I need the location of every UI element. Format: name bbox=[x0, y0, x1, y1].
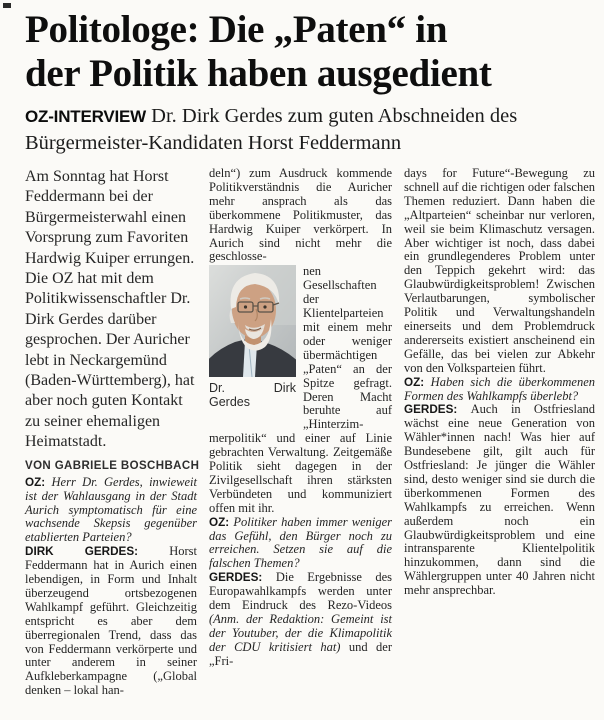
text-run: days for Future“-Bewegung zu schnell auf die richtigen oder falschen Themen reduziert. Dann haben die „Altparteien“ scheinbar nur verloren, weil sie beim Klimaschutz versagen. Aber wichtiger ist noch, dass dabei ein grundlegenderes Problem unter den Teppich gekehrt wird: das Glaubwürdigkeitsproblem! Zwischen Verlautbarungen, symbolischer Politik und Verwaltungshandeln einerseits und dem Problemdruck andererseits existiert anscheinend ein Gefälle, das bei vielen zur Abkehr von den Volksparteien führt. bbox=[404, 166, 595, 375]
text-run: Horst Feddermann hat in Aurich einen lebendigen, in Form und Inhalt überzeugend ortsbezogenen Wahlkampf geführt. Gleichzeitig entspricht es aber dem überregionalen Trend, dass das von Feddermann verkörperte und unter anderem in seiner Aufkleberkampagne („Global denken – lokal han- bbox=[25, 544, 197, 698]
text-run: Politiker haben immer weniger das Gefühl, den Bürger noch zu erreichen. Setzen sie auf die falschen Themen? bbox=[209, 514, 392, 571]
kicker-label: OZ-INTERVIEW bbox=[25, 107, 147, 126]
text-run: Auch in Ostfriesland wächst eine neue Generation von Wähler*innen nach! Was hier auf Bundesebene gilt, gilt auch für Ostfriesland: Je jünger die Wähler sind, desto weniger sind sie durch die überkommenen Formen des Wahlkampfs zu erreichen. Wenn außerdem noch ein Glaubwürdigkeitsproblem und eine intransparente Klientelpolitik hinzukommen, dann sind die Wählergruppen unter 40 Jahren nicht mehr ansprechbar. bbox=[404, 402, 595, 598]
photo-caption-line2: Gerdes bbox=[209, 395, 250, 410]
text-run: deln“) zum Ausdruck kommende Politikverständnis die Auricher mehr ansprach als das überkommene Politikmuster, das Hardwig Kuiper verkörpert. In Aurich sind nicht mehr die geschlosse- bbox=[209, 166, 392, 264]
answer-continuation bbox=[404, 167, 595, 376]
text-run: Haben sich die überkommenen Formen des Wahlkampfs überlebt? bbox=[404, 374, 596, 403]
text-run: und der „Fri- bbox=[209, 639, 392, 668]
headline-line2: der Politik haben ausgedient bbox=[25, 52, 492, 95]
article-columns bbox=[25, 167, 595, 698]
subhead-text: Dr. Dirk Gerdes zum guten Abschneiden des Bürgermeister-Kandidaten Horst Feddermann bbox=[25, 105, 518, 154]
lead-paragraph: Am Sonntag hat Horst Feddermann bei der Bürgermeisterwahl einen Vorsprung zum Favoriten Hardwig Kuiper errungen. Die OZ hat mit dem Politikwissenschaftler Dr. Dirk Gerdes darüber gesprochen. Der Auricher lebt in Neckargemünd (Baden-Württemberg), hat aber noch guten Kontakt zu seiner ehemaligen Heimatstadt. bbox=[25, 168, 195, 451]
interview-answer bbox=[25, 545, 197, 698]
interview-answer bbox=[404, 403, 595, 598]
photo-caption-word: Dirk bbox=[273, 381, 296, 396]
interview-answer bbox=[209, 571, 392, 668]
article-subhead bbox=[25, 103, 585, 156]
interview-question bbox=[404, 376, 595, 404]
article-column-3 bbox=[404, 167, 595, 698]
text-run: nen Gesellschaften der Klientelparteien mit einem mehr oder weniger übermächtigen „Paten“ an der Spitze gefragt. Deren Macht beruhte auf „Hinterzim- bbox=[303, 264, 392, 432]
speaker-label: GERDES: bbox=[209, 571, 276, 585]
portrait-photo bbox=[209, 265, 296, 377]
text-run: merpolitik“ und einer auf Linie gebrachten Verwaltung. Zeitgemäße Politik sieht dagegen in der Zivilgesellschaft ihren stärksten Verbündeten und kommuniziert offen mit ihr. bbox=[209, 431, 392, 515]
photo-caption-line1 bbox=[209, 381, 296, 395]
speaker-label: OZ: bbox=[25, 475, 52, 489]
author-byline: VON GABRIELE BOSCHBACH bbox=[25, 459, 200, 472]
wrapped-text bbox=[303, 265, 392, 432]
photo-with-wrapped-text bbox=[209, 265, 392, 432]
answer-continuation bbox=[209, 432, 392, 515]
interview-question bbox=[209, 516, 392, 572]
speaker-label: OZ: bbox=[209, 515, 234, 529]
photo-block bbox=[209, 265, 296, 432]
photo-caption-word: Dr. bbox=[209, 381, 225, 396]
interview-question bbox=[25, 476, 197, 546]
article-column-1 bbox=[25, 167, 200, 698]
speaker-label: GERDES: bbox=[404, 403, 471, 417]
text-run: Herr Dr. Gerdes, inwieweit ist der Wahlausgang in der Stadt Aurich symptomatisch für eine wachsende Skepsis gegenüber etablierten Parteien? bbox=[25, 474, 197, 545]
text-run: Die Ergebnisse des Europawahlkampfs werden unter dem Eindruck des Rezo-Videos bbox=[209, 570, 392, 613]
article-headline bbox=[25, 8, 595, 96]
portrait-photo-illustration bbox=[209, 265, 296, 377]
text-run: (Anm. der Redaktion: Gemeint ist der Youtuber, der die Klimapolitik der CDU kritisiert hat) bbox=[209, 612, 392, 654]
speaker-label: DIRK GERDES: bbox=[25, 545, 170, 559]
headline-line1: Politologe: Die „Paten“ in bbox=[25, 8, 448, 51]
answer-continuation bbox=[209, 167, 392, 264]
speaker-label: OZ: bbox=[404, 375, 431, 389]
article-column-2 bbox=[209, 167, 392, 698]
